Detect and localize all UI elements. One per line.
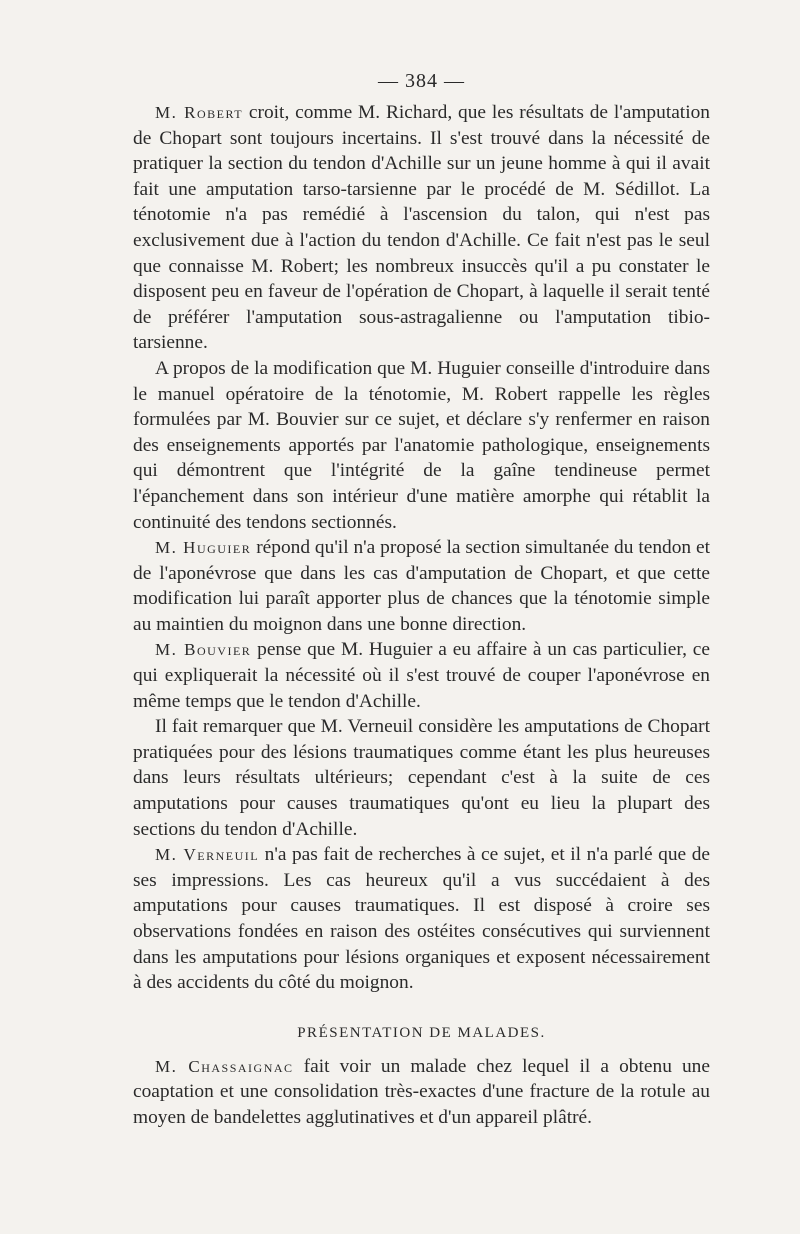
- paragraph-text: n'a pas fait de recherches à ce sujet, et il n'a parlé que de ses impressions. Les cas heureux qu'il a vus succédaient à des amputations pour causes traumatiques. Il est disposé à croire ses observations fondées en raison des ostéites consécutives qui surviennent dans les amputations pour lésions organiques et exposent nécessairement à des accidents du côté du moignon.: [133, 844, 710, 994]
- paragraph: [133, 842, 710, 996]
- page-number: — 384 —: [378, 70, 465, 92]
- paragraph: [133, 535, 710, 637]
- speaker-name: M. Chassaignac: [155, 1056, 294, 1076]
- speaker-name: M. Bouvier: [155, 640, 252, 660]
- paragraph-text: croit, comme M. Richard, que les résultats de l'amputation de Chopart sont toujours incertains. Il s'est trouvé dans la nécessité de pratiquer la section du tendon d'Achille sur un jeune homme à qui il avait fait une amputation tarso-tarsienne par le procédé de M. Sédillot. La ténotomie n'a pas remédié à l'ascension du talon, qui n'est pas exclusivement due à l'action du tendon d'Achille. Ce fait n'est pas le seul que connaisse M. Robert; les nombreux insuccès qu'il a pu constater le disposent peu en faveur de l'opération de Chopart, à laquelle il serait tenté de préférer l'amputation sous-astragalienne ou l'amputation tibio-tarsienne.: [133, 102, 710, 354]
- paragraph-text: A propos de la modification que M. Huguier conseille d'introduire dans le manuel opératoire de la ténotomie, M. Robert rappelle les règles formulées par M. Bouvier sur ce sujet, et déclare s'y renfermer en raison des enseignements apportés par l'anatomie pathologique, enseignements qui démontrent que l'intégrité de la gaîne tendineuse permet l'épanchement dans son intérieur d'une matière amorphe qui rétablit la continuité des tendons sectionnés.: [133, 357, 710, 533]
- paragraph: [133, 100, 710, 356]
- paragraph: [133, 356, 710, 535]
- speaker-name: M. Robert: [155, 103, 244, 122]
- speaker-name: M. Verneuil: [155, 845, 260, 865]
- paragraph-text: Il fait remarquer que M. Verneuil considère les amputations de Chopart pratiquées pour des lésions traumatiques comme étant les plus heureuses dans leurs résultats ultérieurs; cependant c'est à la suite de ces amputations pour causes traumatiques qu'ont eu lieu la plupart des sections du tendon d'Achille.: [133, 716, 710, 840]
- paragraph-text: fait voir un malade chez lequel il a obtenu une coaptation et une consolidation très-exactes d'une fracture de la rotule au moyen de bandelettes agglutinatives et d'un appareil plâtré.: [133, 1055, 710, 1128]
- paragraph-text: répond qu'il n'a proposé la section simultanée du tendon et de l'aponévrose que dans les cas d'amputation de Chopart, et que cette modification lui paraît apporter plus de chances que la ténotomie simple au maintien du moignon dans une bonne direction.: [133, 537, 710, 635]
- paragraph: [133, 1054, 710, 1131]
- paragraph: [133, 714, 710, 842]
- section-heading: PRÉSENTATION DE MALADES.: [297, 1024, 546, 1041]
- speaker-name: M. Huguier: [155, 538, 252, 558]
- document-page: [133, 68, 710, 1131]
- paragraph-text: pense que M. Huguier a eu affaire à un cas particulier, ce qui expliquerait la nécessité où il s'est trouvé de couper l'aponévrose en même temps que le tendon d'Achille.: [133, 639, 710, 712]
- paragraph: [133, 637, 710, 714]
